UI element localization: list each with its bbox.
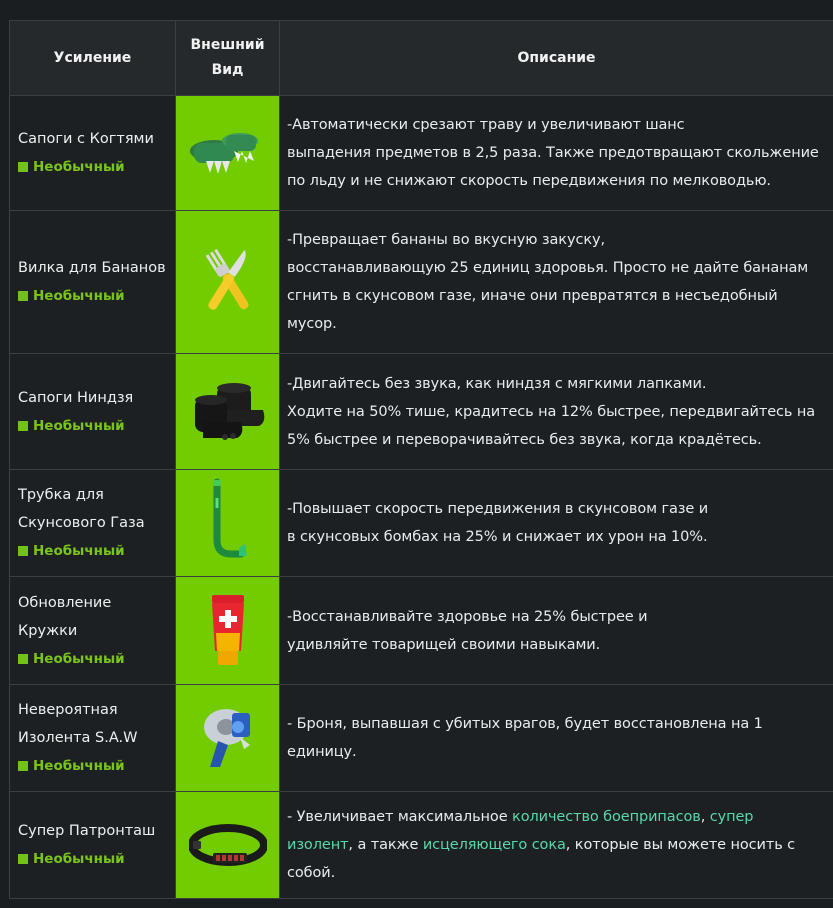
perk-name-cell [10, 211, 176, 354]
rarity-square-icon [18, 421, 28, 431]
perk-name: Вилка для Бананов [18, 260, 166, 276]
rarity-square-icon [18, 162, 28, 172]
perk-image-cell [176, 470, 280, 577]
header-appearance-line1: Внешний [190, 37, 265, 53]
desc-line: выпадения предметов в 2,5 раза. Также предотвращают скольжение [287, 145, 819, 161]
desc-line: собой. [287, 865, 336, 881]
desc-line: единицу. [287, 744, 357, 760]
health-juice-cup-icon [176, 593, 279, 669]
perks-table-container [9, 20, 833, 899]
desc-line: по льду и не снижают скорость передвижения по мелководью. [287, 173, 771, 189]
rarity-badge [18, 645, 167, 673]
ammo-belt-icon [176, 823, 279, 867]
desc-line: мусор. [287, 316, 337, 332]
perk-name: Сапоги Ниндзя [18, 389, 134, 406]
table-row [10, 577, 833, 685]
table-row [10, 792, 833, 899]
table-row [10, 685, 833, 792]
perk-name-cell [10, 577, 176, 685]
desc-line [287, 803, 825, 831]
desc-line: -Повышает скорость передвижения в скунсовом газе и [287, 501, 709, 517]
perk-name-cell [10, 685, 176, 792]
rarity-square-icon [18, 546, 28, 556]
tape-dispenser-icon [176, 703, 279, 773]
perk-name: Супер Патронташ [18, 823, 156, 839]
perk-image-cell [176, 354, 280, 470]
desc-line: -Автоматически срезают траву и увеличивают шанс [287, 117, 685, 133]
perk-name-cell [10, 792, 176, 899]
desc-line: Ходите на 50% тише, крадитесь на 12% быстрее, передвигайтесь на [287, 403, 816, 420]
perk-image-cell [176, 577, 280, 685]
perk-description-cell [280, 354, 833, 470]
desc-line: удивляйте товарищей своими навыками. [287, 636, 601, 653]
desc-line: в скунсовых бомбах на 25% и снижает их урон на 10%. [287, 529, 708, 545]
desc-text: - Увеличивает максимальное [287, 809, 513, 825]
header-appearance [176, 21, 280, 96]
perk-name: Сапоги с Когтями [18, 131, 154, 147]
table-row [10, 96, 833, 211]
header-row [10, 21, 833, 96]
rarity-square-icon [18, 654, 28, 664]
rarity-label: Необычный [33, 543, 125, 559]
perk-description-cell [280, 470, 833, 577]
rarity-badge [18, 282, 167, 310]
perk-name-cell [10, 354, 176, 470]
desc-text: , [700, 809, 710, 825]
rarity-badge [18, 845, 167, 873]
header-perk: Усиление [10, 21, 176, 96]
perk-name: Невероятная [18, 702, 118, 718]
desc-line: -Превращает бананы во вкусную закуску, [287, 232, 605, 248]
desc-line [287, 831, 825, 859]
perk-image-cell [176, 96, 280, 211]
rarity-badge [18, 153, 167, 181]
desc-line: сгнить в скунсовом газе, иначе они превратятся в несъедобный [287, 288, 778, 304]
rarity-badge [18, 412, 167, 440]
super-tape-link[interactable]: изолент [287, 837, 349, 853]
perk-description-cell [280, 577, 833, 685]
rarity-badge [18, 752, 167, 780]
perk-name: Изолента S.A.W [18, 730, 138, 746]
perk-image-cell [176, 685, 280, 792]
desc-text: , а также [348, 837, 423, 853]
perk-name-cell [10, 96, 176, 211]
header-appearance-line2: Вид [211, 62, 244, 78]
table-row [10, 470, 833, 577]
rarity-badge [18, 537, 167, 565]
header-description: Описание [280, 21, 833, 96]
perk-description-cell [280, 96, 833, 211]
rarity-square-icon [18, 854, 28, 864]
healing-juice-link[interactable]: исцеляющего сока [422, 837, 566, 853]
rarity-label: Необычный [33, 288, 125, 304]
rarity-square-icon [18, 291, 28, 301]
rarity-label: Необычный [33, 650, 125, 667]
desc-text: , которые вы можете носить с [565, 837, 796, 853]
perk-name: Обновление [18, 594, 112, 611]
perk-description-cell [280, 685, 833, 792]
rarity-label: Необычный [33, 851, 125, 867]
perk-name: Кружки [18, 622, 78, 639]
rarity-label: Необычный [33, 159, 125, 175]
desc-line: - Броня, выпавшая с убитых врагов, будет восстановлена на 1 [287, 716, 763, 732]
rarity-label: Необычный [33, 417, 125, 434]
desc-line: -Двигайтесь без звука, как ниндзя с мягкими лапками. [287, 375, 707, 392]
ninja-boots-icon [176, 380, 279, 444]
desc-line: 5% быстрее и переворачивайтесь без звука, когда крадётесь. [287, 431, 762, 448]
desc-line: восстанавливающую 25 единиц здоровья. Просто не дайте бананам [287, 260, 809, 276]
desc-line: -Восстанавливайте здоровье на 25% быстрее и [287, 608, 648, 625]
rarity-label: Необычный [33, 758, 125, 774]
perk-image-cell [176, 792, 280, 899]
claw-boots-icon [176, 123, 279, 183]
table-row [10, 354, 833, 470]
perk-image-cell [176, 211, 280, 354]
table-row [10, 211, 833, 354]
rarity-square-icon [18, 761, 28, 771]
perk-name: Трубка для [18, 487, 104, 503]
ammo-capacity-link[interactable]: количество боеприпасов [512, 809, 701, 825]
perk-name: Скунсового Газа [18, 515, 145, 531]
perk-name-cell [10, 470, 176, 577]
perk-description-cell [280, 211, 833, 354]
fork-knife-icon [176, 240, 279, 324]
perks-table [9, 20, 833, 899]
perk-description-cell [280, 792, 833, 899]
super-tape-link[interactable]: супер [709, 809, 754, 825]
snorkel-icon [176, 478, 279, 568]
